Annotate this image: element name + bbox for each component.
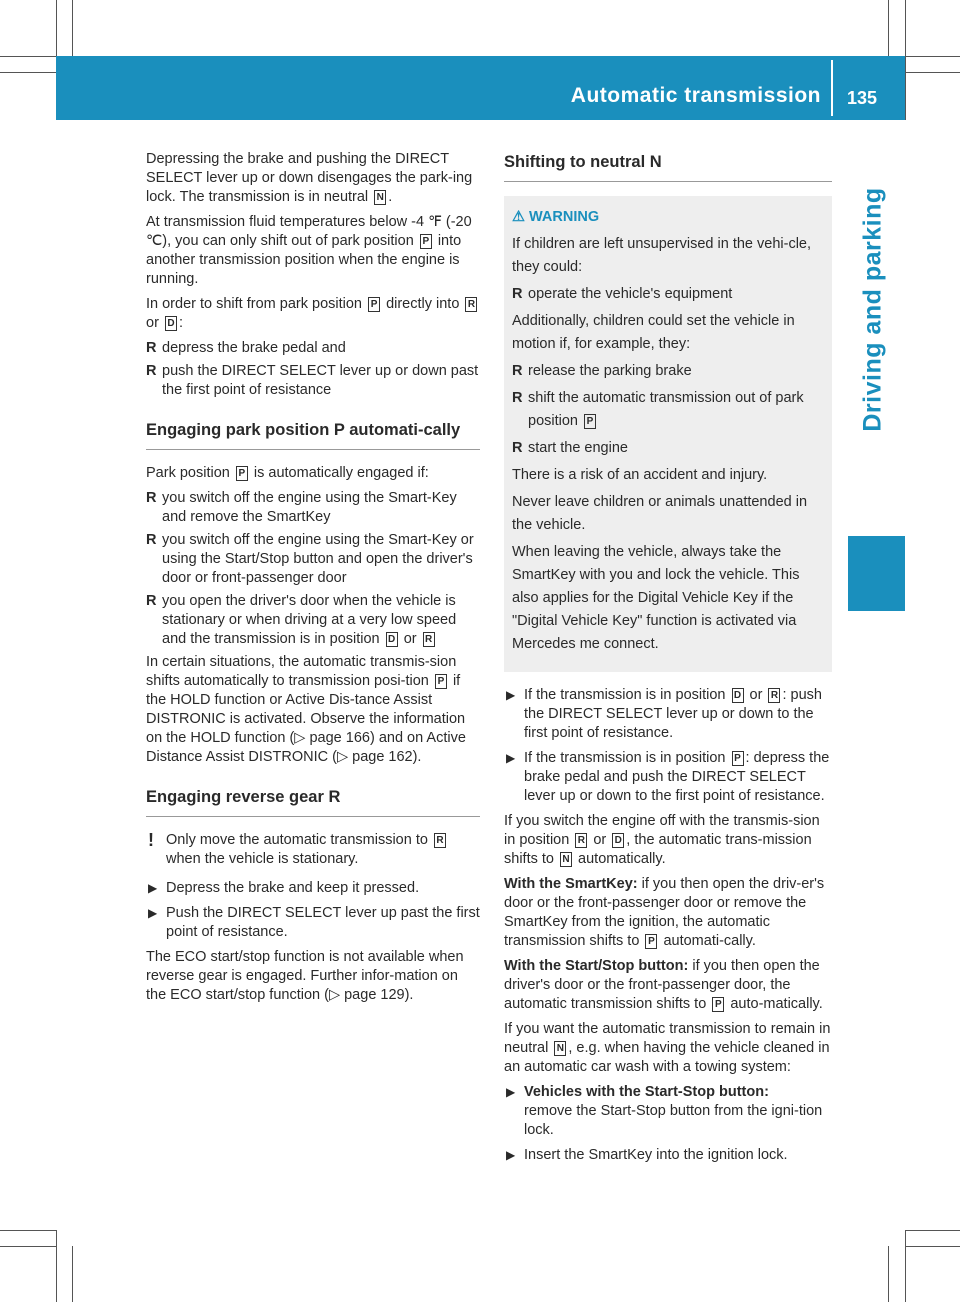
- r-symbol-icon: R: [768, 688, 780, 703]
- paragraph: In order to shift from park position P directly into R or D :: [146, 295, 480, 333]
- paragraph: With the SmartKey: if you then open the driv-er's door or the front-passenger door or remove the SmartKey from the ignition, the automatic transmission shifts to P automati-cally.: [504, 876, 825, 949]
- list-item: R push the DIRECT SELECT lever up or down past the first point of resistance: [146, 363, 479, 398]
- bullet-icon: R: [146, 490, 157, 506]
- paragraph: Never leave children or animals unattended in the vehicle.: [512, 494, 808, 533]
- arrow-right-icon: ▶: [148, 881, 158, 895]
- list-item: R depress the brake pedal and: [146, 340, 346, 356]
- r-symbol-icon: R: [575, 833, 587, 848]
- p-symbol-icon: P: [420, 234, 432, 249]
- bullet-icon: R: [512, 390, 523, 406]
- section-tab-label: Driving and parking: [858, 187, 887, 432]
- d-symbol-icon: D: [732, 688, 744, 703]
- p-symbol-icon: P: [435, 674, 447, 689]
- paragraph: There is a risk of an accident and injury.: [512, 467, 768, 483]
- instruction-step: ▶ If the transmission is in position P : depress the brake pedal and push the DIRECT SELECT lever up or down to the first point of resistance.: [506, 750, 830, 804]
- paragraph: When leaving the vehicle, always take the SmartKey with you and lock the vehicle. This also applies for the Digital Vehicle Key if the "Digital Vehicle Key" function is activated via Mercedes me connect.: [512, 544, 800, 652]
- arrow-right-icon: ▶: [506, 1085, 516, 1099]
- bullet-icon: R: [512, 286, 523, 302]
- paragraph: Park position P is automatically engaged if:: [146, 465, 429, 481]
- exclamation-icon: !: [148, 830, 154, 850]
- p-symbol-icon: P: [645, 934, 657, 949]
- paragraph: The ECO start/stop function is not available when reverse gear is engaged. Further infor-mation on the ECO start/stop function (▷ page 129).: [146, 949, 464, 1003]
- bullet-icon: R: [146, 363, 157, 379]
- crop-mark: [72, 1246, 73, 1302]
- p-symbol-icon: P: [368, 297, 380, 312]
- heading-rule: [146, 449, 480, 450]
- section-marker: [848, 536, 905, 611]
- page-title: Automatic transmission: [570, 84, 821, 107]
- n-symbol-icon: N: [560, 852, 572, 867]
- note: ! Only move the automatic transmission to R when the vehicle is stationary.: [146, 831, 480, 869]
- warning-triangle-icon: ⚠: [512, 209, 525, 225]
- crop-mark: [905, 0, 906, 120]
- bullet-icon: R: [146, 593, 157, 609]
- left-column: [146, 150, 480, 1011]
- header-bar: [56, 56, 905, 120]
- heading-rule: [146, 816, 480, 817]
- p-symbol-icon: P: [732, 751, 744, 766]
- paragraph: If children are left unsupervised in the vehi-cle, they could:: [512, 236, 812, 275]
- paragraph: If you switch the engine off with the transmis-sion in position R or D , the automatic trans-mission shifts to N automatically.: [504, 813, 820, 867]
- paragraph: If you want the automatic transmission to remain in neutral N , e.g. when having the vehicle cleaned in an automatic car wash with a towing system:: [504, 1021, 831, 1075]
- bullet-icon: R: [146, 532, 157, 548]
- list-item: R shift the automatic transmission out of park position P: [512, 387, 824, 433]
- r-symbol-icon: R: [434, 833, 446, 848]
- section-tab: [843, 120, 905, 530]
- crop-mark: [888, 0, 889, 56]
- d-symbol-icon: D: [165, 316, 177, 331]
- paragraph: In certain situations, the automatic transmis-sion shifts automatically to transmission posi-tion P if the HOLD function or Active Dis-tance Assist DISTRONIC is activated. Observe the information on the HOLD function (▷ page 166) and on Active Distance Assist DISTRONIC (▷ page 162).: [146, 654, 466, 765]
- crop-mark: [0, 56, 56, 57]
- p-symbol-icon: P: [712, 997, 724, 1012]
- list-item: R you switch off the engine using the Smart-Key or using the Start/Stop button and open the driver's door or front-passenger door: [146, 532, 474, 586]
- n-symbol-icon: N: [374, 190, 386, 205]
- d-symbol-icon: D: [612, 833, 624, 848]
- crop-mark: [905, 1246, 960, 1247]
- p-symbol-icon: P: [584, 414, 596, 429]
- arrow-right-icon: ▶: [506, 751, 516, 765]
- section-heading: Engaging park position P automati-cally: [146, 421, 461, 439]
- page-number: 135: [846, 88, 877, 108]
- warning-box: [504, 196, 832, 672]
- crop-mark: [56, 1230, 57, 1302]
- paragraph: At transmission fluid temperatures below -4 ℉ (-20 ℃), you can only shift out of park position P into another transmission position when the engine is running.: [146, 214, 472, 287]
- instruction-step: ▶ If the transmission is in position D or R : push the DIRECT SELECT lever up or down to the first point of resistance.: [506, 687, 822, 741]
- warning-title: ⚠ WARNING: [512, 209, 600, 225]
- p-symbol-icon: P: [236, 466, 248, 481]
- crop-mark: [905, 56, 960, 57]
- bullet-icon: R: [146, 340, 157, 356]
- crop-mark: [0, 1246, 56, 1247]
- list-item: R operate the vehicle's equipment: [512, 283, 824, 306]
- instruction-step: ▶ Insert the SmartKey into the ignition lock.: [506, 1147, 788, 1163]
- bullet-icon: R: [512, 440, 523, 456]
- n-symbol-icon: N: [554, 1041, 566, 1056]
- right-column: [504, 150, 832, 1171]
- r-symbol-icon: R: [423, 632, 435, 647]
- crop-mark: [0, 72, 56, 73]
- section-heading: Engaging reverse gear R: [146, 788, 341, 806]
- list-item: R start the engine: [512, 437, 824, 460]
- crop-mark: [888, 1246, 889, 1302]
- bullet-icon: R: [512, 363, 523, 379]
- instruction-step: ▶ Vehicles with the Start-Stop button: remove the Start-Stop button from the igni-tion lock.: [506, 1084, 823, 1138]
- arrow-right-icon: ▶: [506, 1148, 516, 1162]
- list-item: R you switch off the engine using the Smart-Key and remove the SmartKey: [146, 490, 457, 525]
- crop-mark: [905, 72, 960, 73]
- section-heading: Shifting to neutral N: [504, 153, 662, 171]
- heading-rule: [504, 181, 832, 182]
- instruction-step: ▶ Push the DIRECT SELECT lever up past the first point of resistance.: [148, 905, 480, 940]
- list-item: R you open the driver's door when the vehicle is stationary or when driving at a very low speed and the transmission is in position D or R: [146, 593, 457, 647]
- crop-mark: [905, 1230, 906, 1302]
- instruction-step: ▶ Depress the brake and keep it pressed.: [148, 880, 420, 896]
- crop-mark: [0, 1230, 56, 1231]
- d-symbol-icon: D: [386, 632, 398, 647]
- crop-mark: [905, 1230, 960, 1231]
- paragraph: Depressing the brake and pushing the DIRECT SELECT lever up or down disengages the park-ing lock. The transmission is in neutral N .: [146, 151, 473, 205]
- paragraph: Additionally, children could set the vehicle in motion if, for example, they:: [512, 313, 795, 352]
- arrow-right-icon: ▶: [148, 906, 158, 920]
- paragraph: With the Start/Stop button: if you then open the driver's door or the front-passenger door, the automatic transmission shifts to P auto-matically.: [504, 958, 823, 1012]
- list-item: R release the parking brake: [512, 360, 824, 383]
- header-divider: [831, 60, 833, 116]
- r-symbol-icon: R: [465, 297, 477, 312]
- crop-mark: [72, 0, 73, 56]
- arrow-right-icon: ▶: [506, 688, 516, 702]
